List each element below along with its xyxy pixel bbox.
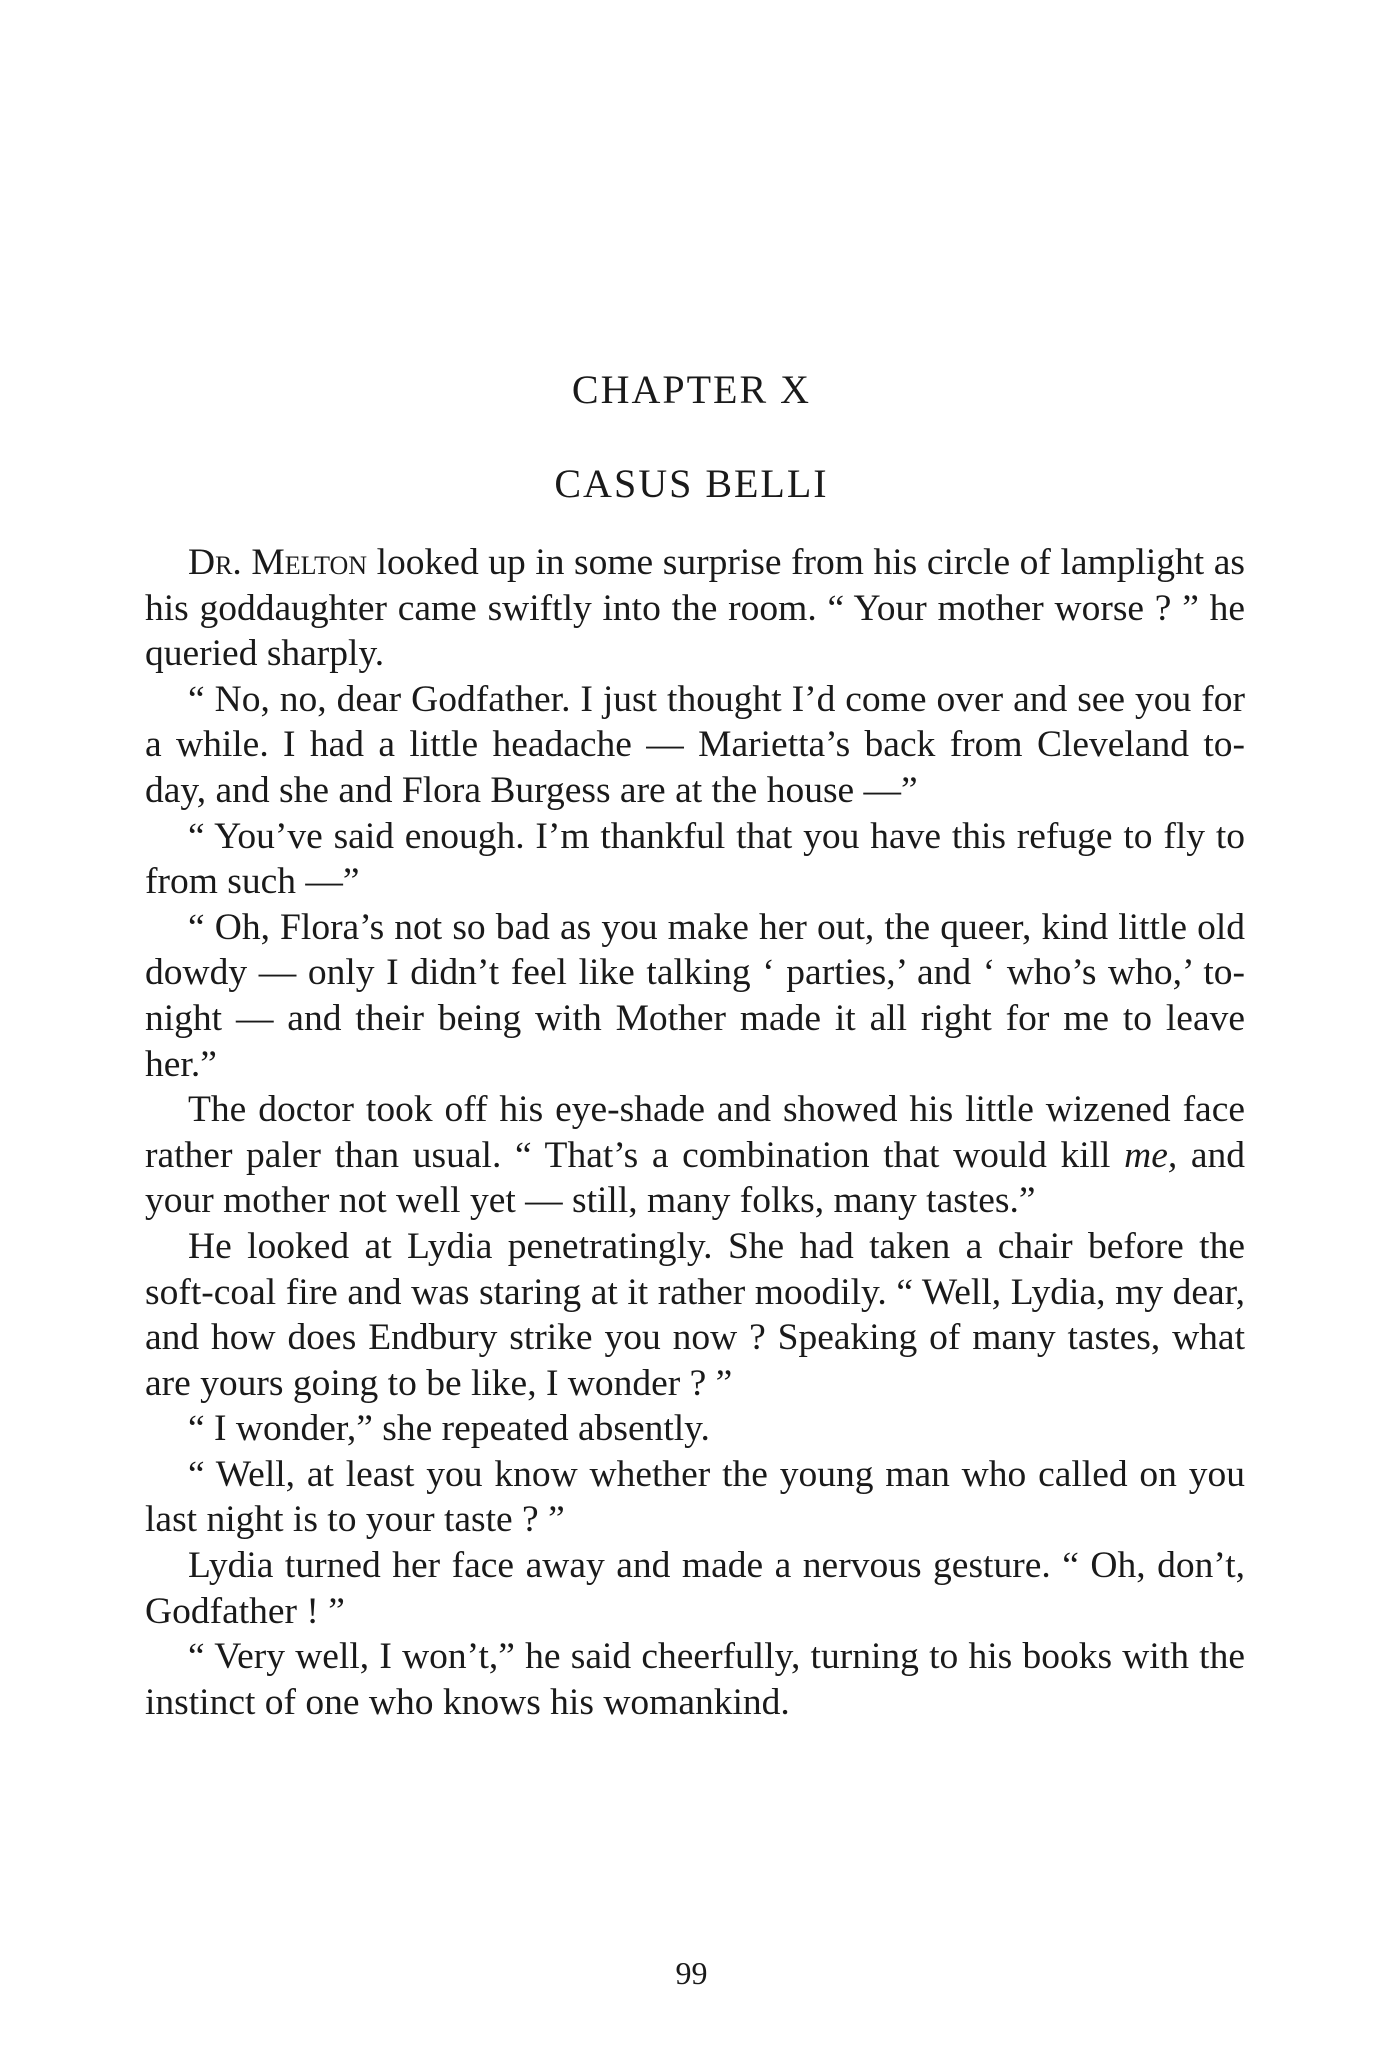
paragraph-text: looked up in some surprise from his circle of lamplight as his goddaughter came swiftly into the room. “ Your mother worse ? ” he queried sharply. — [145, 542, 1246, 675]
page-number: 99 — [675, 1955, 708, 1991]
paragraph: “ No, no, dear Godfather. I just thought I’d come over and see you for a while. I had a little headache — Marietta’s back from Cleveland to-day, and she and Flora Burgess are at the house —” — [145, 678, 1245, 811]
chapter-body — [145, 540, 1245, 1725]
paragraph: “ Well, at least you know whether the young man who called on you last night is to your taste ? ” — [145, 1453, 1245, 1541]
paragraph-lead: Dr. Melton — [188, 542, 368, 583]
paragraph: He looked at Lydia penetratingly. She had taken a chair before the soft-coal fire and was staring at it rather moodily. “ Well, Lydia, my dear, and how does Endbury strike you now ? Speaking of many tastes, what are yours going to be like, I wonder ? ” — [145, 1225, 1245, 1404]
paragraph — [145, 540, 1245, 677]
paragraph-text: and your mother not well yet — still, many folks, many tastes.” — [145, 1134, 1245, 1222]
paragraph: “ Very well, I won’t,” he said cheerfully, turning to his books with the instinct of one who knows his womankind. — [145, 1636, 1245, 1723]
chapter-title: CASUS BELLI — [554, 461, 829, 506]
chapter-number: CHAPTER X — [571, 367, 812, 412]
paragraph: “ You’ve said enough. I’m thankful that you have this refuge to fly to from such —” — [145, 815, 1245, 903]
paragraph: Lydia turned her face away and made a nervous gesture. “ Oh, don’t, Godfather ! ” — [145, 1545, 1245, 1632]
paragraph-text: The doctor took off his eye-shade and showed his little wizened face rather paler than usual. “ That’s a combination that would kill — [145, 1089, 1245, 1176]
emphasis-text: me, — [1124, 1134, 1178, 1176]
paragraph: “ Oh, Flora’s not so bad as you make her out, the queer, kind little old dowdy — only I didn’t feel like talking ‘ parties,’ and ‘ who’s who,’ to-night — and their being with Mother made it all right for me to leave her.” — [145, 906, 1245, 1085]
paragraph: “ I wonder,” she repeated absently. — [188, 1408, 710, 1450]
paragraph — [145, 1087, 1245, 1224]
